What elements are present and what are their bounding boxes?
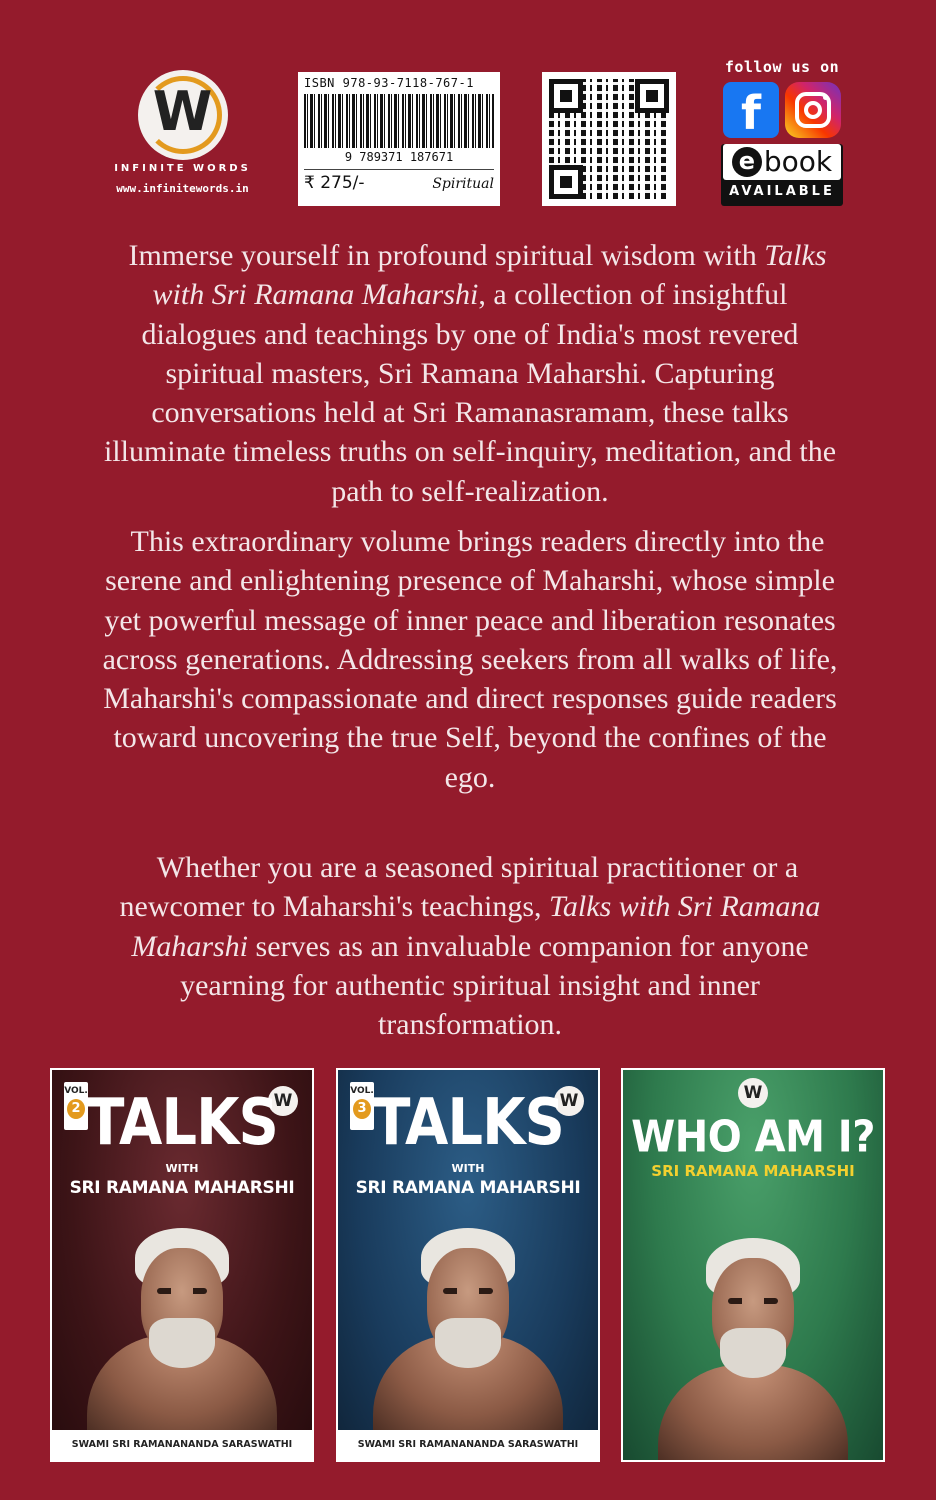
- cover-subtitle: SRI RAMANA MAHARSHI: [69, 1178, 295, 1198]
- book-cover-who-am-i[interactable]: [621, 1068, 885, 1462]
- ebook-available-badge: [721, 144, 843, 206]
- publisher-name: INFINITE WORDS: [114, 163, 251, 174]
- book-title-italic: Talks with Sri Ramana Maharshi: [152, 239, 827, 312]
- volume-badge: VOL. 2: [64, 1082, 88, 1130]
- isbn-barcode: [298, 72, 500, 206]
- instagram-icon[interactable]: [785, 82, 841, 138]
- book-cover-talks-vol-3[interactable]: [336, 1068, 600, 1462]
- book-cover-talks-vol-2[interactable]: [50, 1068, 314, 1462]
- portrait-icon: [668, 1210, 838, 1460]
- ebook-e-icon: e: [732, 147, 762, 177]
- cover-author: SWAMI SRI RAMANANANDA SARASWATHI: [52, 1430, 312, 1460]
- cover-title: TALKS: [372, 1085, 564, 1160]
- volume-badge: VOL. 3: [350, 1082, 374, 1130]
- description-paragraph-2: This extraordinary volume brings readers directly into the serene and enlightening presence of Maharshi, whose simple yet powerful message of inner peace and liberation resonates across generations. Addressing seekers from all walks of life, Maharshi's compassionate and direct responses guide readers toward uncovering the true Self, beyond the confines of the ego.: [102, 525, 838, 794]
- cover-with: WITH: [451, 1162, 485, 1175]
- qr-code-icon: [549, 79, 669, 199]
- description-paragraph-1: Immerse yourself in profound spiritual wisdom with Talks with Sri Ramana Maharshi, a collection of insightful dialogues and teachings by one of India's most revered spiritual masters, Sri Ramana Maharshi. Capturing conversations held at Sri Ramanasramam, these talks illuminate timeless truths on self-inquiry, meditation, and the path to self-realization.: [103, 239, 837, 508]
- publisher-logo-icon: W: [554, 1086, 584, 1116]
- publisher-logo-icon: W: [268, 1086, 298, 1116]
- portrait-icon: [383, 1200, 553, 1430]
- ebook-word: book: [763, 145, 833, 178]
- barcode-bars-icon: [304, 94, 494, 148]
- qr-code: [542, 72, 676, 206]
- cover-title: TALKS: [86, 1085, 278, 1160]
- cover-subtitle: SRI RAMANA MAHARSHI: [651, 1162, 855, 1180]
- ebook-available-text: AVAILABLE: [729, 184, 835, 199]
- facebook-icon[interactable]: f: [723, 82, 779, 138]
- barcode-digits: 9 789371 187671: [344, 150, 454, 164]
- portrait-icon: [97, 1200, 267, 1430]
- cover-author: SWAMI SRI RAMANANANDA SARASWATHI: [338, 1430, 598, 1460]
- follow-us-text: follow us on: [724, 58, 840, 76]
- publisher-logo-icon: W: [138, 70, 228, 160]
- description-paragraph-3: Whether you are a seasoned spiritual practitioner or a newcomer to Maharshi's teachings, Talks with Sri Ramana Maharshi serves as an invaluable companion for anyone yearning for authentic spiritual insight and inner transformation.: [119, 851, 821, 1042]
- price: ₹ 275/-: [304, 173, 365, 193]
- category: Spiritual: [432, 176, 494, 192]
- cover-title: WHO AM I?: [631, 1111, 875, 1163]
- isbn-text: ISBN 978-93-7118-767-1: [304, 76, 474, 90]
- publisher-website: www.infinitewords.in: [116, 182, 249, 195]
- book-title-italic: Talks with Sri Ramana Maharshi: [131, 890, 821, 963]
- publisher-logo: [90, 70, 275, 195]
- social-block: [718, 58, 846, 206]
- cover-with: WITH: [165, 1162, 199, 1175]
- cover-subtitle: SRI RAMANA MAHARSHI: [355, 1178, 581, 1198]
- publisher-logo-icon: W: [738, 1078, 768, 1108]
